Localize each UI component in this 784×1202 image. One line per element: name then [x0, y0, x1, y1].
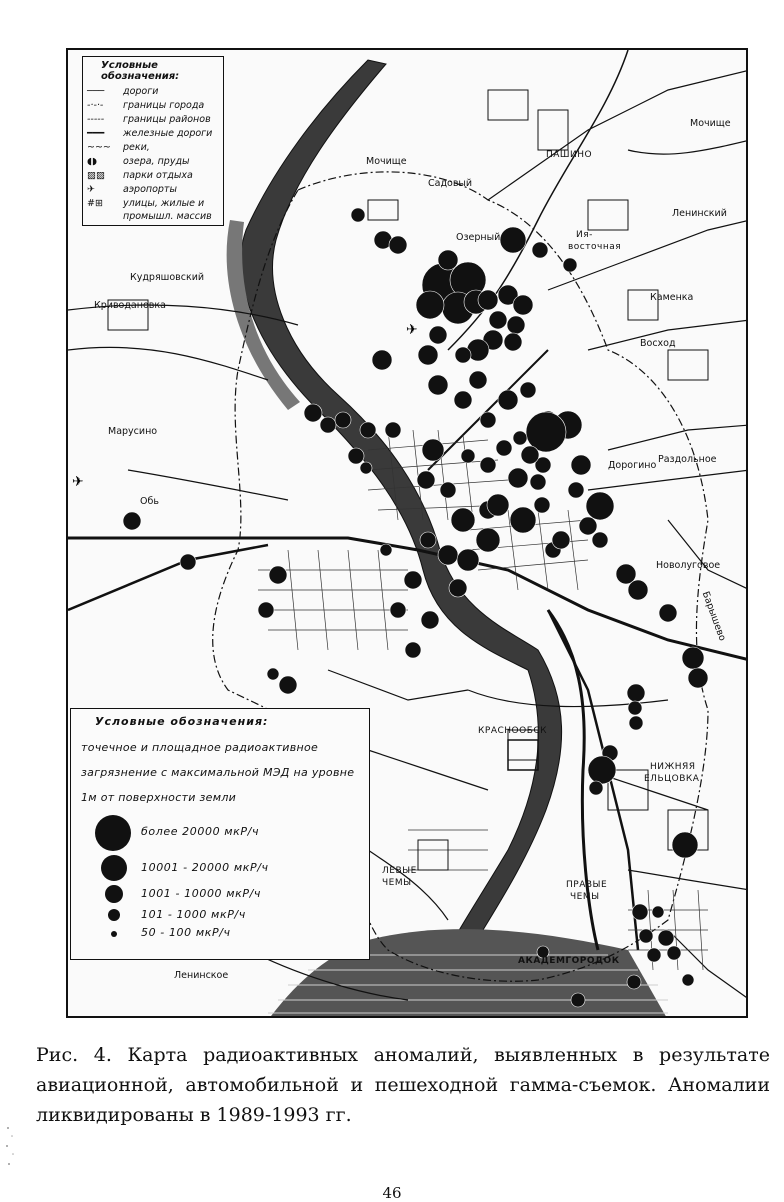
anomaly-dot: [480, 412, 496, 428]
anomaly-dot: [589, 781, 603, 795]
anomaly-dot: [592, 532, 608, 548]
anomaly-dot: [258, 602, 274, 618]
anomaly-dot: [360, 422, 376, 438]
anomaly-dot: [389, 236, 407, 254]
anomaly-dot: [500, 227, 526, 253]
label-kudryashovsky: Кудряшовский: [130, 272, 205, 283]
anomaly-dot: [588, 756, 616, 784]
legend-district-border: границы районов: [123, 114, 211, 125]
label-pravye-1: ПРАВЫЕ: [566, 880, 608, 890]
label-kamenka: Каменка: [650, 292, 694, 303]
anomaly-dot: [438, 545, 458, 565]
label-krivodanovka: Криводановка: [94, 300, 166, 311]
radiation-legend-title: Условные обозначения:: [95, 715, 269, 728]
anomaly-dot: [628, 580, 648, 600]
railway-west: [68, 545, 268, 610]
airport-icon: ✈: [406, 322, 418, 338]
anomaly-dot: [571, 455, 591, 475]
anomaly-dot: [335, 412, 351, 428]
radiation-legend-description: точечное и площадное радиоактивное загрязнение с максимальной МЭД на уровне 1м от поверхности земли: [81, 741, 355, 804]
legend-class-4: 101 - 1000 мкР/ч: [141, 908, 246, 921]
anomaly-dot: [586, 492, 614, 520]
anomaly-dot: [416, 291, 444, 319]
anomaly-dot: [568, 482, 584, 498]
anomaly-dot: [348, 448, 364, 464]
legend-lake: озера, пруды: [123, 156, 190, 167]
street-symbol: #⊞: [87, 198, 103, 209]
anomaly-dot: [476, 528, 500, 552]
anomaly-dot: [449, 579, 467, 597]
anomaly-dot: [455, 347, 471, 363]
anomaly-dot: [627, 975, 641, 989]
legend-class-1: более 20000 мкР/ч: [141, 825, 260, 838]
label-sadovy: Садовый: [428, 178, 473, 189]
label-leninskoe: Ленинское: [174, 970, 229, 981]
anomaly-dot: [304, 404, 322, 422]
anomaly-dot: [320, 417, 336, 433]
anomaly-dot: [417, 471, 435, 489]
river-symbol: ~~~: [87, 142, 111, 153]
anomaly-dot: [418, 345, 438, 365]
road-symbol: ───: [87, 86, 105, 97]
anomaly-dot: [438, 250, 458, 270]
anomaly-dot: [267, 668, 279, 680]
anomaly-dot: [429, 326, 447, 344]
railway-symbol: ━━━: [87, 128, 105, 139]
label-ob: Обь: [140, 496, 159, 507]
legend-dot-class-4: [108, 909, 120, 921]
label-razdolnoe: Раздольное: [658, 454, 717, 465]
label-inya-vost-2: восточная: [568, 242, 622, 252]
anomaly-dot: [579, 517, 597, 535]
anomaly-dot: [507, 316, 525, 334]
anomaly-dot: [454, 391, 472, 409]
anomaly-dot: [508, 468, 528, 488]
anomaly-dot: [652, 906, 664, 918]
page-number: 46: [382, 1184, 402, 1202]
radiation-legend: [70, 708, 370, 960]
anomaly-dot: [478, 290, 498, 310]
anomaly-dot: [457, 549, 479, 571]
anomaly-dot: [563, 258, 577, 272]
anomaly-dot: [404, 571, 422, 589]
label-novolugovoe: Новолуговое: [656, 560, 721, 571]
anomaly-dot: [269, 566, 287, 584]
anomaly-dot: [504, 333, 522, 351]
anomaly-dot: [372, 350, 392, 370]
anomaly-dot: [682, 647, 704, 669]
anomaly-dot: [421, 611, 439, 629]
anomaly-dot: [428, 375, 448, 395]
anomaly-dot: [520, 382, 536, 398]
park-symbol: ▨▨: [87, 170, 105, 181]
label-baryshevo: Барышево: [699, 590, 728, 643]
anomaly-dot: [351, 208, 365, 222]
legend-street: улицы, жилые и: [123, 198, 205, 209]
scan-artifact: [4, 1120, 18, 1170]
legend-basic-title: Условные обозначения:: [101, 60, 180, 82]
label-levye-2: ЧЕМЫ: [382, 878, 412, 888]
anomaly-dot: [627, 684, 645, 702]
anomaly-dot: [658, 930, 674, 946]
label-dorogino: Дорогино: [608, 460, 657, 471]
anomaly-dot: [532, 242, 548, 258]
figure-caption: Рис. 4. Карта радиоактивных аномалий, выявленных в результате авиационной, автомобильной и пешеходной гамма-съемок. Аномалии ликвидированы в 1989-1993 гг.: [36, 1044, 770, 1126]
label-voskhod: Восход: [640, 338, 676, 349]
anomaly-dot: [530, 474, 546, 490]
label-inya-vost-1: Ия-: [576, 230, 593, 240]
anomaly-dot: [360, 462, 372, 474]
anomaly-dot: [461, 449, 475, 463]
anomaly-dot: [688, 668, 708, 688]
label-mochishche: Мочище: [366, 156, 407, 167]
anomaly-dot: [682, 974, 694, 986]
legend-airport: аэропорты: [123, 184, 177, 195]
legend-industrial: промышл. массив: [123, 211, 212, 222]
anomaly-dot: [513, 431, 527, 445]
label-mochishche-ne: Мочище: [690, 118, 731, 129]
radioactive-anomalies-map: [66, 48, 748, 1018]
anomaly-dot: [521, 446, 539, 464]
city-border-symbol: -·-·-: [87, 100, 104, 111]
anomaly-dot: [496, 440, 512, 456]
anomaly-dot: [667, 946, 681, 960]
label-pravye-2: ЧЕМЫ: [570, 892, 600, 902]
legend-railway: железные дороги: [123, 128, 213, 139]
anomaly-dot: [487, 494, 509, 516]
anomaly-dot: [571, 993, 585, 1007]
anomaly-dot: [279, 676, 297, 694]
anomaly-dot: [647, 948, 661, 962]
anomaly-dot: [440, 482, 456, 498]
anomaly-dot: [498, 390, 518, 410]
airport-legend-icon: ✈: [87, 184, 95, 195]
anomaly-dot: [420, 532, 436, 548]
label-pashino: ПАШИНО: [546, 150, 593, 160]
anomaly-dot: [390, 602, 406, 618]
legend-park: парки отдыха: [123, 170, 193, 181]
label-nizhnyaya-1: НИЖНЯЯ: [650, 762, 696, 772]
label-nizhnyaya-2: ЕЛЬЦОВКА: [644, 774, 700, 784]
anomaly-dot: [480, 457, 496, 473]
legend-class-3: 1001 - 10000 мкР/ч: [141, 887, 262, 900]
legend-dot-class-3: [105, 885, 123, 903]
legend-class-5: 50 - 100 мкР/ч: [141, 926, 231, 939]
anomaly-dot: [513, 295, 533, 315]
legend-class-2: 10001 - 20000 мкР/ч: [141, 861, 269, 874]
anomaly-dot: [380, 544, 392, 556]
legend-dot-class-5: [111, 931, 117, 937]
label-leninsky: Ленинский: [672, 208, 727, 219]
label-ozerny: Озерный: [456, 232, 501, 243]
anomaly-dot: [534, 497, 550, 513]
anomaly-dot: [123, 512, 141, 530]
legend-dot-class-2: [101, 855, 127, 881]
legend-road: дороги: [123, 86, 159, 97]
railway-main: [68, 538, 748, 660]
anomaly-dot: [628, 701, 642, 715]
krasnoobsk-square: [508, 740, 538, 770]
airport-icon-2: ✈: [72, 474, 84, 490]
anomaly-dot: [629, 716, 643, 730]
anomaly-dot: [469, 371, 487, 389]
label-krasnoobsk: КРАСНООБСК: [478, 726, 548, 736]
anomaly-dot: [405, 642, 421, 658]
anomaly-dot: [180, 554, 196, 570]
label-levye-1: ЛЕВЫЕ: [382, 866, 417, 876]
anomaly-dot: [632, 904, 648, 920]
anomaly-dot: [552, 531, 570, 549]
anomaly-dot: [659, 604, 677, 622]
label-marusino: Марусино: [108, 426, 158, 437]
district-border-symbol: -----: [87, 114, 105, 125]
anomaly-dot: [672, 832, 698, 858]
legend-city-border: границы города: [123, 100, 205, 111]
anomaly-dot: [451, 508, 475, 532]
map-legend-basic: [82, 56, 224, 226]
lake-symbol: ◖◗: [87, 156, 98, 167]
legend-dot-class-1: [95, 815, 131, 851]
anomaly-dot: [639, 929, 653, 943]
anomaly-dot: [385, 422, 401, 438]
label-akademgorodok: АКАДЕМГОРОДОК: [518, 956, 620, 966]
anomaly-dot: [422, 439, 444, 461]
anomaly-dot: [510, 507, 536, 533]
legend-river: реки,: [123, 142, 150, 153]
anomaly-dot: [489, 311, 507, 329]
